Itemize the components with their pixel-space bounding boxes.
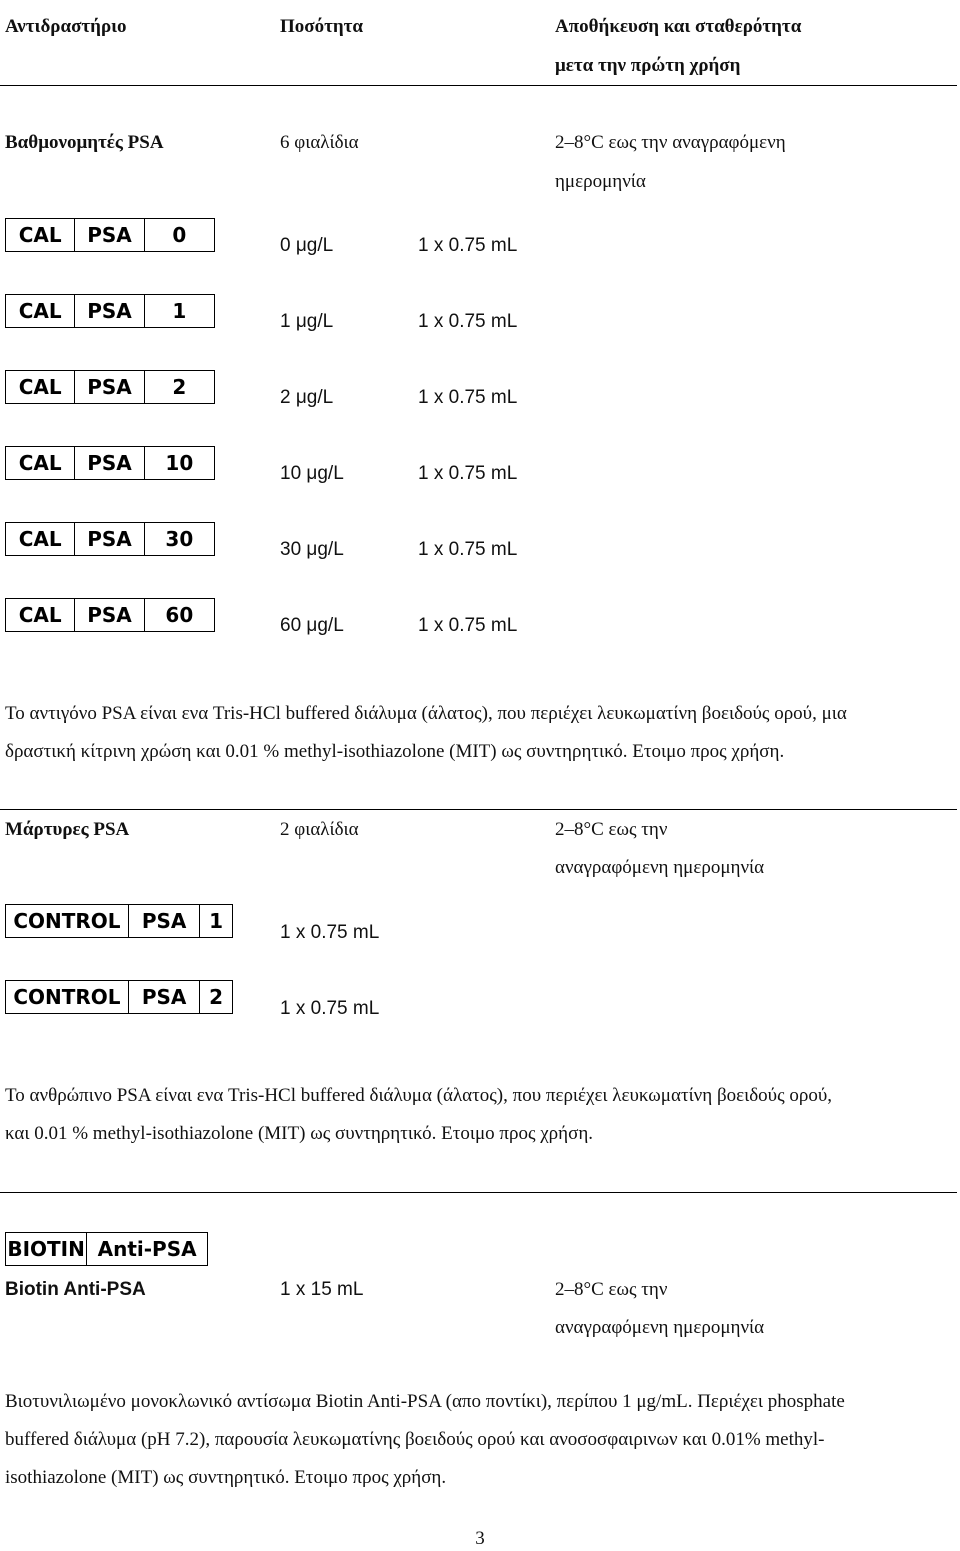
calibrator-conc: 30 μg/L [280,539,344,560]
label-psa: PSA [75,447,144,479]
section-divider [0,809,957,810]
controls-storage-line2: αναγραφόμενη ημερομηνία [555,857,765,878]
calibrator-conc: 0 μg/L [280,235,334,256]
label-level: 60 [165,603,194,627]
label-level: 2 [209,985,224,1009]
label-cal: CAL [6,295,75,327]
label-cal: CAL [6,523,75,555]
controls-quantity: 2 φιαλίδια [280,819,359,840]
control-label [5,904,233,938]
page-number: 3 [475,1528,485,1549]
header-reagent: Αντιδραστήριο [5,16,127,37]
calibrator-volume: 1 x 0.75 mL [418,539,518,560]
biotin-label [5,1232,208,1266]
calibrator-conc: 1 μg/L [280,311,334,332]
calibrator-volume: 1 x 0.75 mL [418,311,518,332]
label-cal: CAL [6,219,75,251]
label-psa: PSA [75,371,144,403]
label-psa: PSA [75,219,144,251]
label-level: 10 [165,451,194,475]
calibrator-label [5,218,215,252]
label-psa: PSA [129,981,200,1013]
calibrator-conc: 60 μg/L [280,615,344,636]
label-psa: PSA [75,523,144,555]
label-cal: CAL [6,599,75,631]
calibrator-volume: 1 x 0.75 mL [418,387,518,408]
calibrators-description-line2: δραστική κίτρινη χρώση και 0.01 % methyl-isothiazolone (MIT) ως συντηρητικό. Ετοιμο προς χρήση. [5,741,785,762]
label-level: 1 [172,299,187,323]
label-control: CONTROL [6,981,129,1013]
biotin-description [5,1383,955,1497]
header-divider [0,85,957,86]
biotin-storage-line1: 2–8°C εως την [555,1279,668,1300]
label-level: 1 [209,909,224,933]
label-psa: PSA [75,295,144,327]
calibrator-label [5,522,215,556]
label-psa: PSA [75,599,144,631]
biotin-description-line3: isothiazolone (MIT) ως συντηρητικό. Ετοιμο προς χρήση. [5,1467,447,1488]
label-psa: PSA [129,905,200,937]
biotin-description-line2: buffered διάλυμα (pH 7.2), παρουσία λευκωματίνης βοειδούς ορού και ανοσοσφαιρινων και 0.01% methyl- [5,1429,825,1450]
calibrators-description-line1: Το αντιγόνο PSA είναι ενα Tris-HCl buffered διάλυμα (άλατος), που περιέχει λευκωματίνη βοειδούς ορού, μια [5,703,847,724]
label-level: 2 [172,375,187,399]
header-storage-line1: Αποθήκευση και σταθερότητα [555,16,802,37]
label-control: CONTROL [6,905,129,937]
label-level: 0 [172,223,187,247]
control-label [5,980,233,1014]
label-cal: CAL [6,447,75,479]
controls-name: Μάρτυρες PSA [5,819,130,840]
calibrator-volume: 1 x 0.75 mL [418,615,518,636]
section-divider [0,1192,957,1193]
label-level: 30 [165,527,194,551]
calibrator-label [5,370,215,404]
calibrators-storage-line2: ημερομηνία [555,171,646,192]
calibrator-label [5,294,215,328]
calibrator-volume: 1 x 0.75 mL [418,463,518,484]
biotin-name: Biotin Anti-PSA [5,1279,146,1300]
calibrator-conc: 2 μg/L [280,387,334,408]
controls-storage-line1: 2–8°C εως την [555,819,668,840]
header-quantity: Ποσότητα [280,16,364,37]
control-volume: 1 x 0.75 mL [280,998,380,1019]
biotin-description-line1: Βιοτυνιλιωμένο μονοκλωνικό αντίσωμα Biotin Anti-PSA (απο ποντίκι), περίπου 1 μg/mL. Περιέχει phosphate [5,1391,845,1412]
biotin-quantity: 1 x 15 mL [280,1279,364,1300]
controls-description-line2: και 0.01 % methyl-isothiazolone (MIT) ως συντηρητικό. Ετοιμο προς χρήση. [5,1123,594,1144]
calibrator-volume: 1 x 0.75 mL [418,235,518,256]
calibrator-conc: 10 μg/L [280,463,344,484]
calibrator-label [5,598,215,632]
calibrators-name: Βαθμονομητές PSA [5,132,164,153]
biotin-storage-line2: αναγραφόμενη ημερομηνία [555,1317,765,1338]
label-biotin: BIOTIN [6,1233,87,1265]
calibrator-label [5,446,215,480]
calibrators-quantity: 6 φιαλίδια [280,132,359,153]
control-volume: 1 x 0.75 mL [280,922,380,943]
label-anti-psa: Anti-PSA [97,1237,197,1261]
label-cal: CAL [6,371,75,403]
calibrators-description [5,695,955,771]
controls-description [5,1077,955,1153]
header-storage-line2: μετα την πρώτη χρήση [555,55,741,76]
calibrators-storage-line1: 2–8°C εως την αναγραφόμενη [555,132,786,153]
controls-description-line1: Το ανθρώπινο PSA είναι ενα Tris-HCl buffered διάλυμα (άλατος), που περιέχει λευκωματίνη βοειδούς ορού, [5,1085,832,1106]
